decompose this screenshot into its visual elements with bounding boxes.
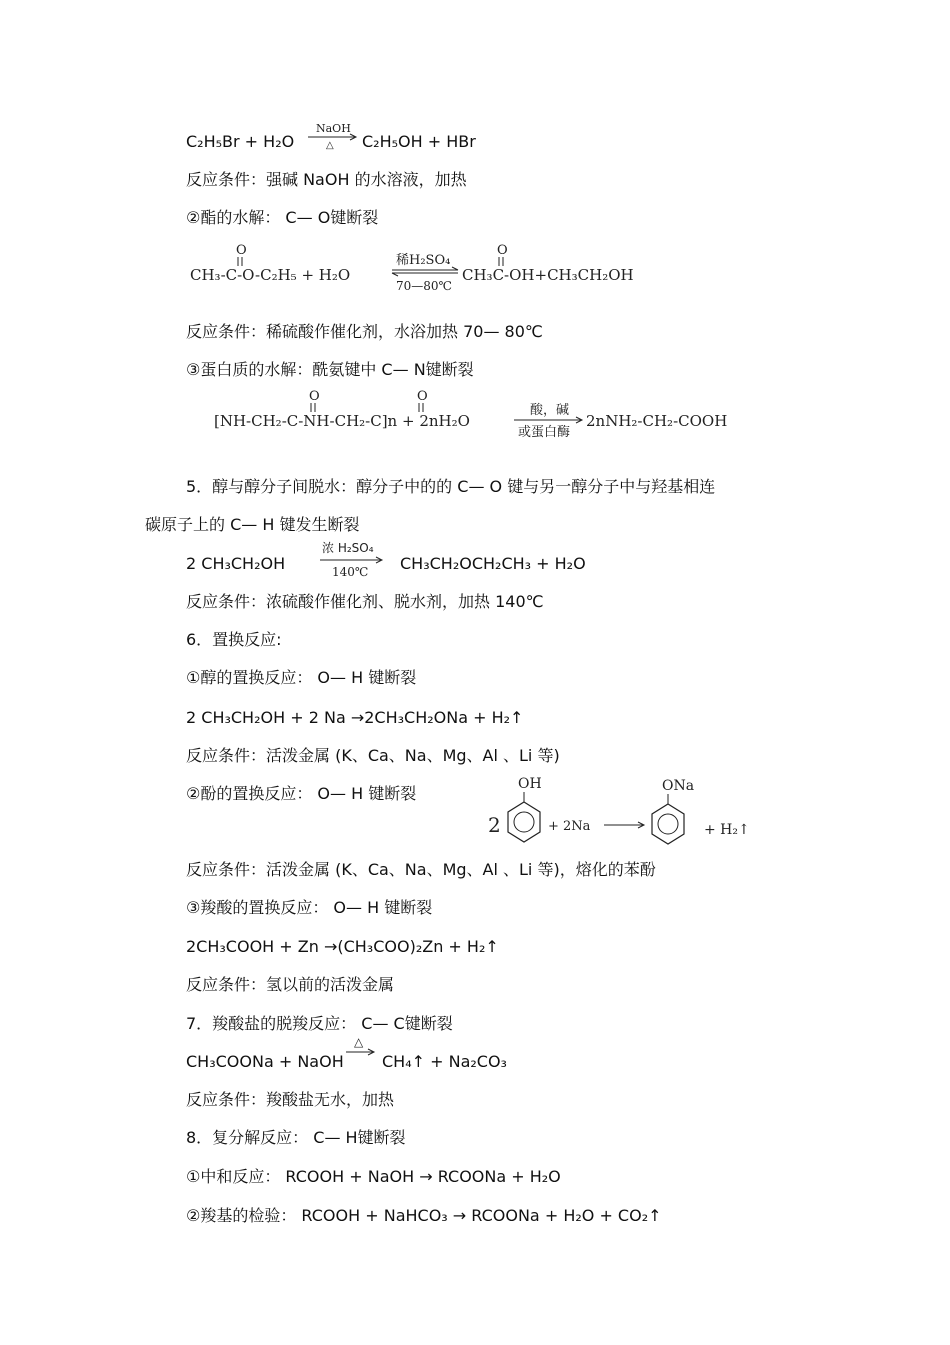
acid-substitution-heading: ③羧酸的置换反应： O— H 键断裂 — [186, 898, 433, 917]
protein-right-side: 2nNH₂-CH₂-COOH — [586, 412, 728, 430]
dehydration-heading: 5．醇与醇分子间脱水：醇分子中的的 C— O 键与另一醇分子中与羟基相连 — [186, 477, 716, 496]
ester-left-side: CH₃-C-O-C₂H₅ + H₂O — [190, 266, 351, 284]
decarboxylation-products: CH₄↑ + Na₂CO₃ — [382, 1052, 507, 1071]
arrow-condition-heat: △ — [326, 140, 334, 150]
decarboxylation-heading: 7．羧酸盐的脱羧反应： C— C键断裂 — [186, 1014, 453, 1033]
ester-condition-top: 稀H₂SO₄ — [396, 253, 451, 268]
protein-hydrolysis-heading: ③蛋白质的水解：酰氨键中 C— N键断裂 — [186, 360, 474, 379]
ether-products: CH₃CH₂OCH₂CH₃ + H₂O — [400, 554, 586, 573]
protein-condition-bottom: 或蛋白酶 — [518, 425, 571, 440]
amide-o-2: O — [417, 389, 428, 404]
carbonyl-o-right: O — [497, 243, 508, 258]
protein-left-side: [NH-CH₂-C-NH-CH₂-C]n + 2nH₂O — [214, 412, 470, 430]
metathesis-heading: 8．复分解反应： C— H键断裂 — [186, 1128, 406, 1147]
ester-right-side: CH₃C-OH+CH₃CH₂OH — [462, 266, 634, 284]
amide-o-1: O — [309, 389, 320, 404]
heat-arrow — [344, 1034, 378, 1064]
condition-line-3: 反应条件：浓硫酸作催化剂、脱水剂，加热 140℃ — [186, 592, 544, 611]
substitution-heading: 6．置换反应: — [186, 630, 282, 649]
alcohol-sodium-equation: 2 CH₃CH₂OH + 2 Na →2CH₃CH₂ONa + H₂↑ — [186, 708, 524, 727]
dehydration-heading-cont: 碳原子上的 C— H 键发生断裂 — [145, 515, 360, 534]
benzene-ring-icon — [508, 802, 540, 842]
condition-line-2: 反应条件：稀硫酸作催化剂，水浴加热 70— 80℃ — [186, 322, 543, 341]
ester-hydrolysis-heading: ②酯的水解： C— O键断裂 — [186, 208, 379, 227]
carbonyl-o-left: O — [236, 243, 247, 258]
ether-condition-top: 浓 H₂SO₄ — [322, 541, 374, 555]
protein-condition-top: 酸，碱 — [530, 403, 570, 418]
phenol-coefficient: 2 — [488, 813, 501, 837]
condition-line-1: 反应条件：强碱 NaOH 的水溶液，加热 — [186, 170, 467, 189]
phenol-substitution-heading: ②酚的置换反应： O— H 键断裂 — [186, 784, 417, 803]
alcohol-substitution-heading: ①醇的置换反应： O— H 键断裂 — [186, 668, 417, 687]
protein-hydrolysis-equation — [212, 388, 752, 442]
ether-reactants: 2 CH₃CH₂OH — [186, 554, 286, 573]
condition-line-7: 反应条件：羧酸盐无水，加热 — [186, 1090, 395, 1109]
plus-sodium: + 2Na — [548, 819, 591, 834]
decarboxylation-reactants: CH₃COONa + NaOH — [186, 1052, 344, 1071]
ether-condition-bottom: 140℃ — [332, 565, 369, 579]
ester-condition-bottom: 70—80℃ — [396, 279, 452, 293]
benzene-ring-icon — [652, 804, 684, 844]
condition-line-6: 反应条件：氢以前的活泼金属 — [186, 975, 395, 994]
carboxyl-test-equation: ②羧基的检验： RCOOH + NaHCO₃ → RCOONa + H₂O + CO₂↑ — [186, 1206, 662, 1225]
arrow-condition-naoh: NaOH — [316, 122, 351, 135]
naoh-heat-arrow — [306, 120, 362, 150]
phenol-oh-label: OH — [518, 776, 542, 792]
phenol-sodium-equation — [486, 772, 756, 852]
hydrolysis-haloalkane-products: C₂H₅OH + HBr — [362, 132, 476, 151]
heat-symbol: △ — [354, 1035, 364, 1049]
condition-line-5: 反应条件：活泼金属 (K、Ca、Na、Mg、Al 、Li 等)，熔化的苯酚 — [186, 860, 656, 879]
condition-line-4: 反应条件：活泼金属 (K、Ca、Na、Mg、Al 、Li 等) — [186, 746, 560, 765]
hydrogen-gas: + H₂↑ — [704, 822, 750, 838]
ester-hydrolysis-equation — [188, 240, 668, 298]
hydrolysis-haloalkane-reactants: C₂H₅Br + H₂O — [186, 132, 295, 151]
ether-arrow — [318, 538, 388, 582]
acid-zinc-equation: 2CH₃COOH + Zn →(CH₃COO)₂Zn + H₂↑ — [186, 937, 499, 956]
neutralization-equation: ①中和反应： RCOOH + NaOH → RCOONa + H₂O — [186, 1167, 561, 1186]
phenoxide-ona-label: ONa — [662, 778, 695, 794]
